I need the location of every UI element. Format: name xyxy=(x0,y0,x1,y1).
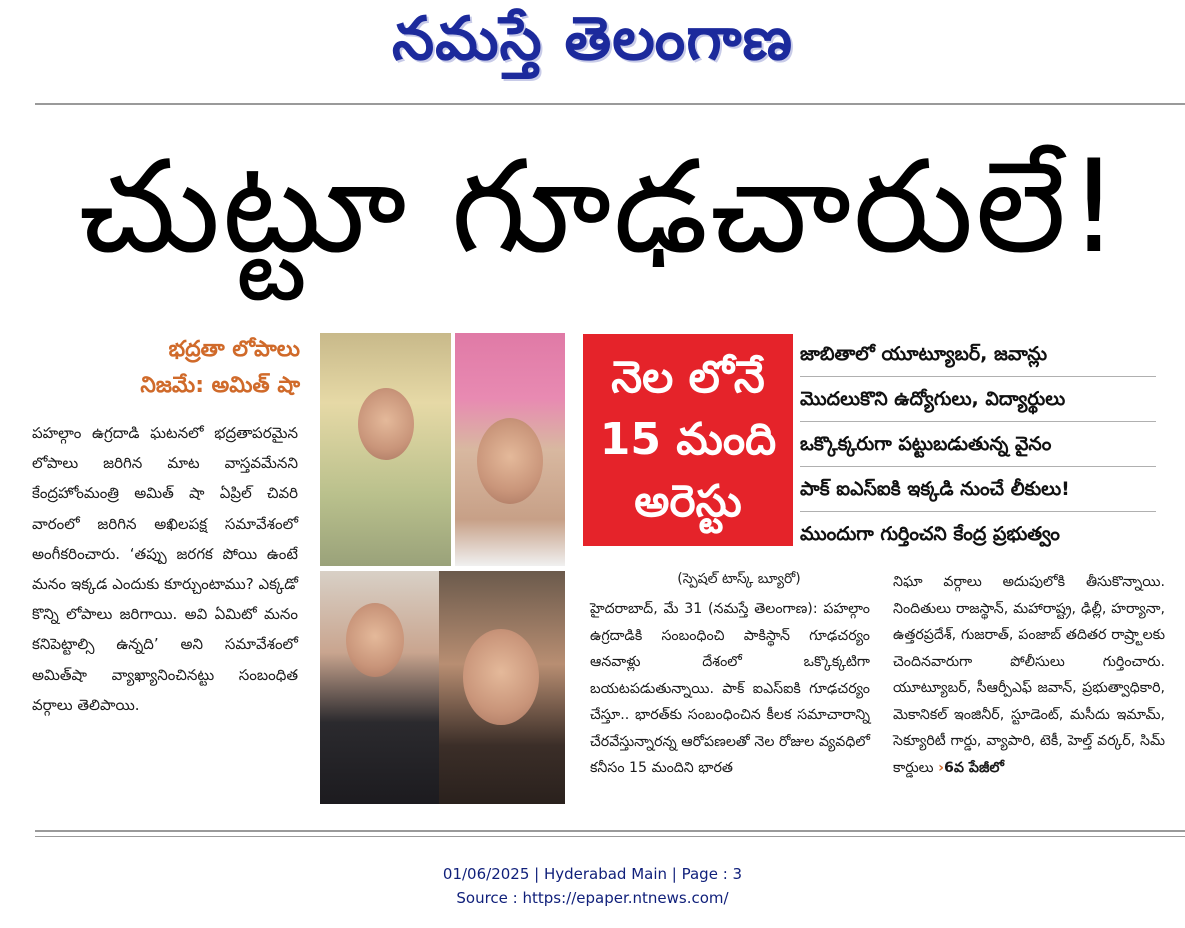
highlight-point: మొదలుకొని ఉద్యోగులు, విద్యార్థులు xyxy=(800,377,1156,422)
kicker-line-2: నిజమే: అమిత్ షా xyxy=(140,373,300,398)
byline: (స్పెషల్ టాస్క్ బ్యూరో) xyxy=(677,571,801,587)
bottom-divider-thin xyxy=(35,836,1185,837)
red-box-line-1: నెల లోనే xyxy=(611,352,765,403)
main-headline: చుట్టూ గూఢచారులే! xyxy=(78,132,1122,282)
page-footer xyxy=(0,862,1185,910)
photo-woman-smiling xyxy=(320,571,439,804)
photo-man-beard xyxy=(439,571,565,804)
chevron-right-icon: › xyxy=(938,759,944,776)
photo-woman-headscarf xyxy=(320,333,451,566)
red-box-line-2: 15 మంది xyxy=(599,414,777,465)
main-story-column-2 xyxy=(893,569,1165,781)
top-divider xyxy=(35,103,1185,105)
footer-source-link[interactable]: Source : https://epaper.ntnews.com/ xyxy=(456,889,729,907)
kicker-line-1: భద్రతా లోపాలు xyxy=(168,337,300,362)
highlight-point: ఒక్కొక్కరుగా పట్టుబడుతున్న వైనం xyxy=(800,422,1156,467)
arrest-count-box xyxy=(583,334,793,546)
footer-edition-info: 01/06/2025 | Hyderabad Main | Page : 3 xyxy=(442,865,743,883)
main-story-column-1: హైదరాబాద్, మే 31 (నమస్తే తెలంగాణ): పహల్గాం ఉగ్రదాడికి సంబంధించి పాకిస్థాన్ గూఢచర్యం ఆనవాళ్లు దేశంలో ఒక్కొక్కటిగా బయటపడుతున్నాయి. పాక్ ఐఎస్ఐకి గూఢచర్యం చేస్తూ.. భారత్‌కు సంబంధించిన కీలక సమాచారాన్ని చేరవేస్తున్నారన్న ఆరోపణలతో నెల రోజుల వ్యవధిలో కనీసం 15 మందిని భారత xyxy=(590,601,870,776)
photo-man-turban xyxy=(455,333,565,566)
bottom-divider xyxy=(35,830,1185,832)
main-story-column-2-text: నిఘా వర్గాలు అదుపులోకి తీసుకొన్నాయి. నిందితులు రాజస్థాన్, మహారాష్ట్ర, ఢిల్లీ, హర్యానా, ఉత్తరప్రదేశ్, గుజరాత్, పంజాబ్ తదితర రాష్ర్టాలకు చెందినవారుగా పోలీసులు గుర్తించారు. యూట్యూబర్, సీఆర్పీఎఫ్ జవాన్, ప్రభుత్వాధికారి, మెకానికల్ ఇంజినీర్, స్టూడెంట్, మసీదు ఇమామ్, సెక్యూరిటీ గార్డు, వ్యాపారి, టెకీ, హెల్త్ వర్కర్, సిమ్ కార్డులు xyxy=(893,574,1165,776)
continued-page-link[interactable]: 6వ పేజీలో xyxy=(943,759,1004,776)
highlight-points xyxy=(800,332,1156,556)
highlight-point: ముందుగా గుర్తించని కేంద్ర ప్రభుత్వం xyxy=(800,523,1060,545)
masthead xyxy=(0,0,1185,92)
masthead-logo: నమస్తే తెలంగాణ xyxy=(391,4,794,74)
highlight-point: పాక్ ఐఎస్ఐకి ఇక్కడి నుంచే లీకులు! xyxy=(800,467,1156,512)
side-story-kicker xyxy=(100,332,300,404)
red-box-line-3: అరెస్టు xyxy=(634,476,742,527)
side-story-body: పహల్గాం ఉగ్రదాడి ఘటనలో భద్రతాపరమైన లోపాలు జరిగిన మాట వాస్తవమేనని కేంద్రహోంమంత్రి అమిత్ షా ఏప్రిల్ చివరి వారంలో జరిగిన అఖిలపక్ష సమావేశంలో అంగీకరించారు. ‘తప్పు జరగక పోయి ఉంటే మనం ఇక్కడ ఎందుకు కూర్చుంటాము? ఎక్కడో కొన్ని లోపాలు జరిగాయి. అవి ఏమిటో మనం కనిపెట్టాల్సి ఉన్నది’ అని సమావేశంలో అమిత్‌షా వ్యాఖ్యానించినట్టు సంబంధిత వర్గాలు తెలిపాయి. xyxy=(32,424,298,714)
highlight-point: జాబితాలో యూట్యూబర్, జవాన్లు xyxy=(800,332,1156,377)
